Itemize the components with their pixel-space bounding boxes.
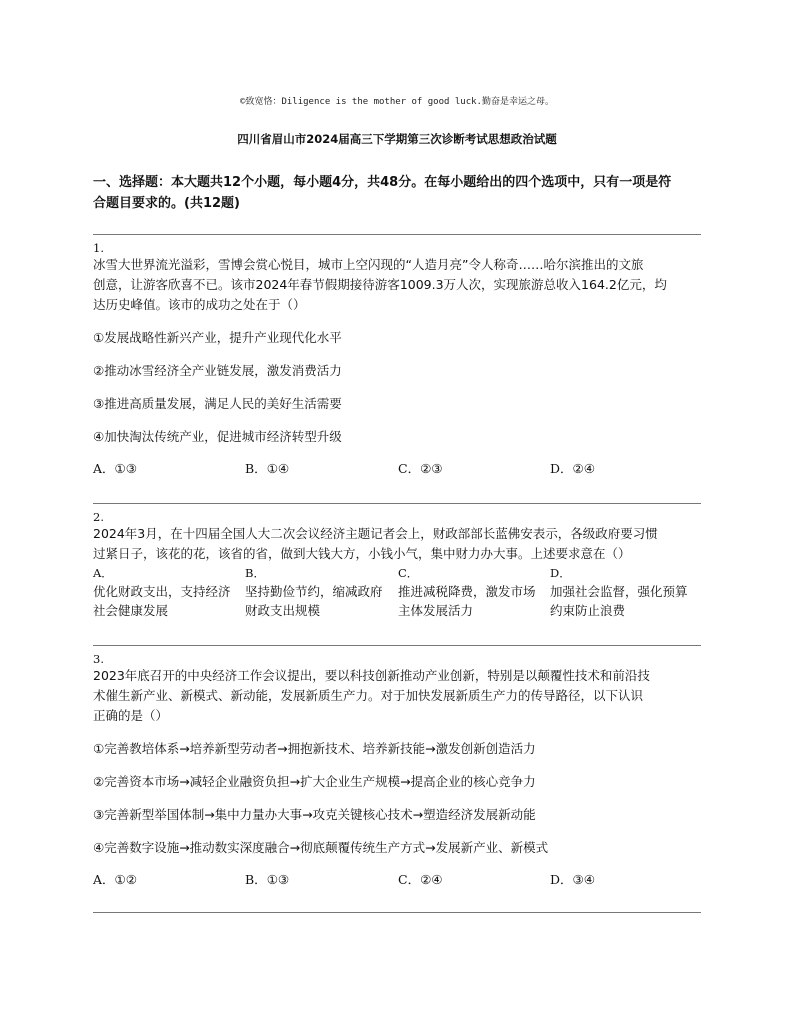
option-b[interactable]: [245, 564, 383, 620]
question-number: 2.: [93, 510, 104, 524]
option-text-line: 财政支出规模: [245, 603, 321, 618]
option-b[interactable]: [245, 459, 289, 479]
question-1: [93, 241, 705, 481]
divider-rule: [93, 234, 701, 235]
question-stem: [93, 524, 705, 564]
section-heading-line-2: 合题目要求的。(共12题): [93, 196, 240, 211]
option-b[interactable]: [245, 870, 289, 890]
option-d[interactable]: [550, 459, 595, 479]
option-a[interactable]: [93, 459, 137, 479]
statement-3: ③完善新型举国体制→集中力量办大事→攻克关键核心技术→塑造经济发展新动能: [93, 807, 536, 822]
option-text: ①②: [114, 872, 137, 887]
header-motto: ©致宽恪：Diligence is the mother of good luck.勤奋是幸运之母。: [240, 97, 554, 107]
option-text-line: 推进减税降费，激发市场: [398, 584, 536, 599]
option-text: ②④: [572, 461, 595, 476]
option-text-line: 优化财政支出，支持经济: [93, 584, 231, 599]
statement-4: ④完善数字设施→推动数实深度融合→彻底颠覆传统生产方式→发展新产业、新模式: [93, 840, 549, 855]
statement-2: ②完善资本市场→减轻企业融资负担→扩大企业生产规模→提高企业的核心竞争力: [93, 774, 536, 789]
statement-3: ③推进高质量发展，满足人民的美好生活需要: [93, 396, 342, 411]
option-text: ①④: [266, 461, 290, 476]
section-heading-line-1: 一、选择题：本大题共12个小题，每小题4分，共48分。在每小题给出的四个选项中，只有一项是符: [93, 175, 672, 190]
option-label: A．: [93, 872, 115, 887]
option-label: C．: [398, 566, 419, 580]
option-label: A．: [93, 566, 113, 580]
option-label: D．: [550, 566, 571, 580]
option-text-line: 约束防止浪费: [550, 603, 626, 618]
option-text-line: 加强社会监督，强化预算: [550, 584, 688, 599]
answer-options: [93, 870, 705, 892]
option-label: B．: [245, 566, 265, 580]
statement-4: ④加快淘汰传统产业，促进城市经济转型升级: [93, 429, 342, 444]
question-3: [93, 652, 705, 892]
option-c[interactable]: [398, 564, 536, 620]
option-d[interactable]: [550, 870, 595, 890]
question-number: 1.: [93, 241, 104, 255]
divider-rule: [93, 503, 701, 504]
statement-1: ①完善教培体系→培养新型劳动者→拥抱新技术、培养新技能→激发创新创造活力: [93, 741, 536, 756]
stem-line: 2024年3月，在十四届全国人大二次会议经济主题记者会上，财政部部长蓝佛安表示，各级政府要习惯: [93, 526, 658, 541]
question-number: 3.: [93, 652, 104, 666]
stem-line: 术催生新产业、新模式、新动能，发展新质生产力。对于加快发展新质生产力的传导路径，以下认识: [93, 688, 644, 703]
divider-rule: [93, 645, 701, 646]
option-text-line: 主体发展活力: [398, 603, 474, 618]
option-text-line: 社会健康发展: [93, 603, 169, 618]
stem-line: 创意，让游客欣喜不已。该市2024年春节假期接待游客1009.3万人次，实现旅游总收入164.2亿元，均: [93, 277, 667, 292]
option-d[interactable]: [550, 564, 688, 620]
document-title: 四川省眉山市2024届高三下学期第三次诊断考试思想政治试题: [237, 132, 557, 146]
option-label: A．: [93, 461, 115, 476]
section-heading: [93, 172, 705, 214]
stem-line: 正确的是（）: [93, 708, 169, 723]
statement-1: ①发展战略性新兴产业，提升产业现代化水平: [93, 330, 342, 345]
option-text: ②③: [420, 461, 443, 476]
stem-line: 冰雪大世界流光溢彩，雪博会赏心悦目，城市上空闪现的“人造月亮”令人称奇……哈尔滨推出的文旅: [93, 257, 644, 272]
option-label: C．: [398, 461, 421, 476]
divider-rule: [93, 912, 701, 913]
answer-options: [93, 459, 705, 481]
option-label: C．: [398, 872, 421, 887]
option-c[interactable]: [398, 459, 443, 479]
option-text: ①③: [114, 461, 137, 476]
option-c[interactable]: [398, 870, 443, 890]
option-text-line: 坚持勤俭节约，缩减政府: [245, 584, 383, 599]
stem-line: 达历史峰值。该市的成功之处在于（）: [93, 297, 306, 312]
stem-line: 过紧日子，该花的花，该省的省，做到大钱大方，小钱小气，集中财力办大事。上述要求意在（）: [93, 546, 631, 561]
question-stem: [93, 255, 705, 315]
option-text: ③④: [572, 872, 595, 887]
question-stem: [93, 666, 705, 726]
option-a[interactable]: [93, 870, 137, 890]
statement-2: ②推动冰雪经济全产业链发展，激发消费活力: [93, 363, 342, 378]
stem-line: 2023年底召开的中央经济工作会议提出，要以科技创新推动产业创新，特别是以颠覆性技术和前沿技: [93, 668, 650, 683]
option-label: D．: [550, 461, 573, 476]
option-a[interactable]: [93, 564, 231, 620]
question-2: [93, 510, 705, 624]
option-label: D．: [550, 872, 573, 887]
option-text: ①③: [266, 872, 290, 887]
answer-options: [93, 564, 705, 624]
option-text: ②④: [420, 872, 443, 887]
option-label: B．: [245, 872, 267, 887]
option-label: B．: [245, 461, 267, 476]
